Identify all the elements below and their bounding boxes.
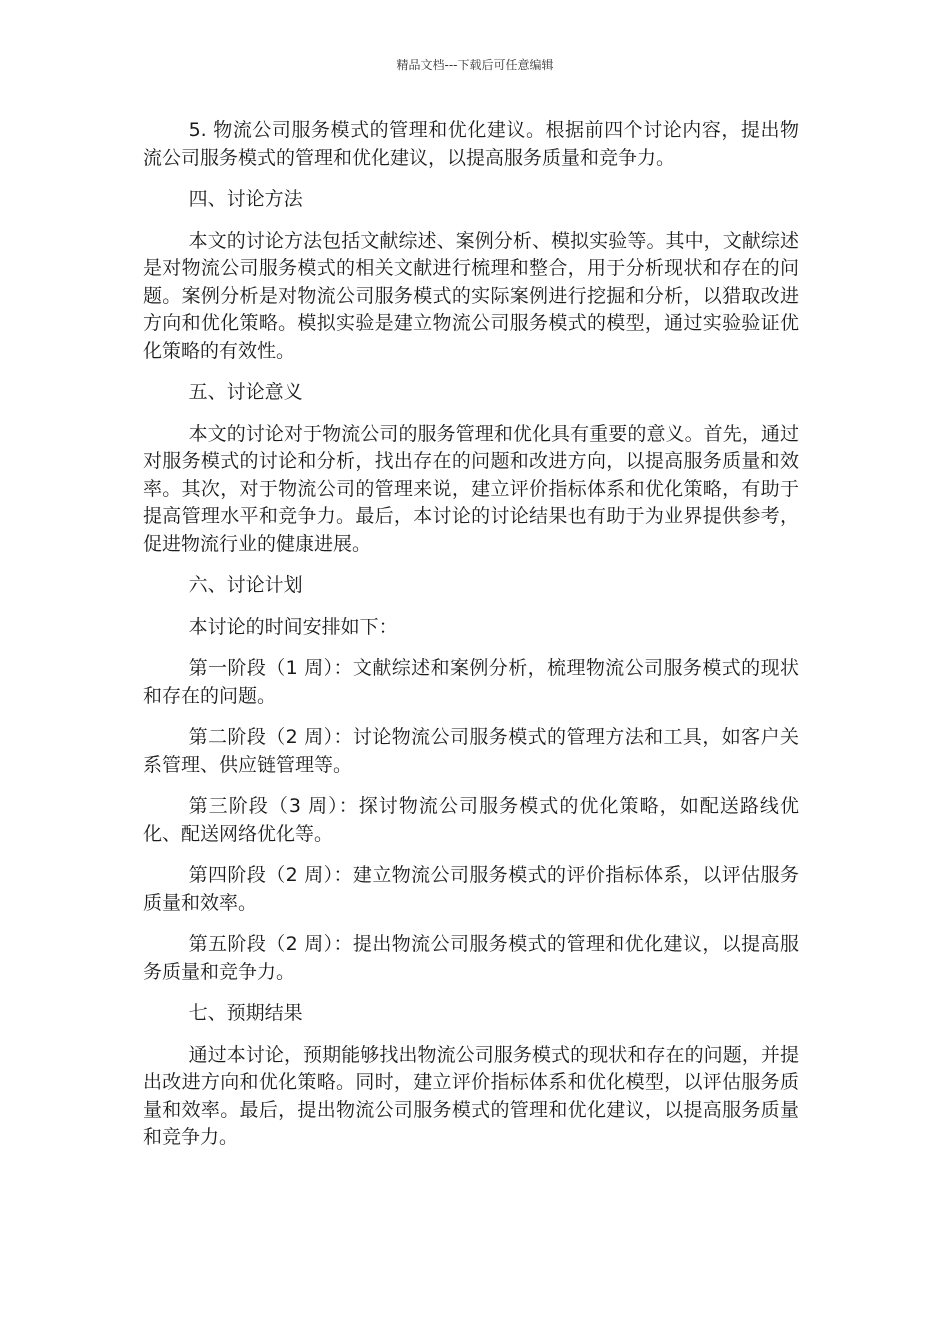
paragraph-expected-results: 通过本讨论，预期能够找出物流公司服务模式的现状和存在的问题，并提出改进方向和优化策略。同时，建立评价指标体系和优化模型，以评估服务质量和效率。最后，提出物流公司服务模式的管理和优化建议，以提高服务质量和竞争力。 [143,1043,799,1148]
section-heading-plan: 六、讨论计划 [188,574,303,596]
page-header: 精品文档---下载后可任意编辑 [396,58,554,72]
paragraph-stage-4: 第四阶段（2 周）：建立物流公司服务模式的评价指标体系，以评估服务质量和效率。 [143,864,799,914]
paragraph-stage-2: 第二阶段（2 周）：讨论物流公司服务模式的管理方法和工具，如客户关系管理、供应链管理等。 [143,726,799,776]
paragraph-recommendations: 5. 物流公司服务模式的管理和优化建议。根据前四个讨论内容，提出物流公司服务模式的管理和优化建议，以提高服务质量和竞争力。 [143,119,799,169]
section-heading-methods: 四、讨论方法 [188,188,303,210]
paragraph-stage-5: 第五阶段（2 周）：提出物流公司服务模式的管理和优化建议，以提高服务质量和竞争力。 [143,933,799,983]
paragraph-plan-intro: 本讨论的时间安排如下： [188,615,398,638]
paragraph-methods: 本文的讨论方法包括文献综述、案例分析、模拟实验等。其中，文献综述是对物流公司服务模式的相关文献进行梳理和整合，用于分析现状和存在的问题。案例分析是对物流公司服务模式的实际案例进行挖掘和分析，以猎取改进方向和优化策略。模拟实验是建立物流公司服务模式的模型，通过实验验证优化策略的有效性。 [143,229,799,362]
paragraph-significance: 本文的讨论对于物流公司的服务管理和优化具有重要的意义。首先，通过对服务模式的讨论和分析，找出存在的问题和改进方向，以提高服务质量和效率。其次，对于物流公司的管理来说，建立评价指标体系和优化策略，有助于提高管理水平和竞争力。最后，本讨论的讨论结果也有助于为业界提供参考，促进物流行业的健康进展。 [143,422,799,555]
paragraph-stage-1: 第一阶段（1 周）：文献综述和案例分析，梳理物流公司服务模式的现状和存在的问题。 [143,657,799,707]
section-heading-significance: 五、讨论意义 [188,381,303,403]
section-heading-expected-results: 七、预期结果 [188,1002,303,1024]
paragraph-stage-3: 第三阶段（3 周）：探讨物流公司服务模式的优化策略，如配送路线优化、配送网络优化等。 [143,795,799,845]
document-body [143,117,799,1166]
